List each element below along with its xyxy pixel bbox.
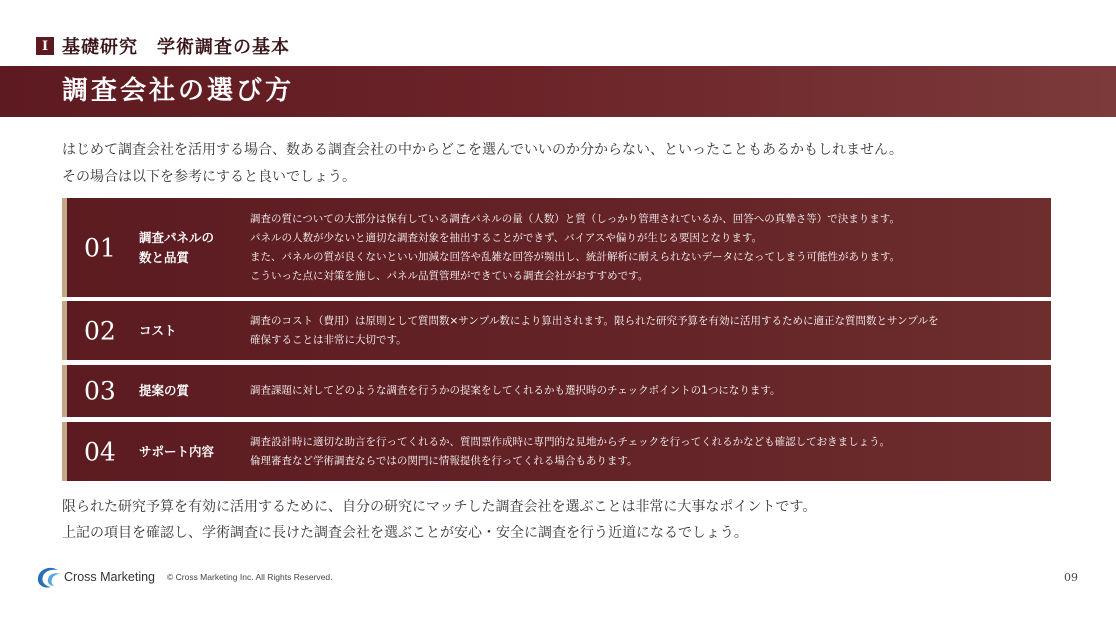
card-body-line: 調査のコスト（費用）は原則として質問数×サンプル数により算出されます。限られた研究予算を有効に活用するために適正な質問数とサンプルを — [250, 314, 939, 327]
card-label — [139, 381, 239, 401]
card-body — [250, 210, 1040, 286]
card-number: 02 — [84, 316, 116, 345]
summary-line: 限られた研究予算を有効に活用するために、自分の研究にマッチした調査会社を選ぶことは非常に大事なポイントです。 — [62, 499, 817, 515]
card-body-line: 調査課題に対してどのような調査を行うかの提案をしてくれるかも選択時のチェックポイントの1つになります。 — [250, 384, 781, 397]
page-number: 09 — [1064, 571, 1078, 584]
card-label — [139, 321, 239, 341]
section-title: 基礎研究 学術調査の基本 — [62, 37, 290, 58]
card-body — [250, 382, 1040, 401]
card-number: 04 — [84, 437, 116, 466]
footer — [36, 565, 332, 589]
section-number-badge: Ⅰ — [36, 37, 54, 55]
criteria-card-panel-quality — [62, 198, 1051, 297]
summary-line: 上記の項目を確認し、学術調査に長けた調査会社を選ぶことが安心・安全に調査を行う近道になるでしょう。 — [62, 525, 748, 541]
card-body-line: 倫理審査など学術調査ならではの関門に情報提供を行ってくれる場合もあります。 — [250, 454, 638, 467]
card-body-line: 確保することは非常に大切です。 — [250, 333, 407, 346]
card-number: 01 — [84, 233, 116, 262]
card-body — [250, 312, 1040, 350]
card-body-line: 調査の質についての大部分は保有している調査パネルの量（人数）と質（しっかり管理されているか、回答への真摯さ等）で決まります。 — [250, 212, 900, 225]
intro-line: その場合は以下を参考にすると良いでしょう。 — [62, 169, 356, 185]
card-body-line: パネルの人数が少ないと適切な調査対象を抽出することができず、バイアスや偏りが生じる要因となります。 — [250, 231, 763, 244]
card-label-line: コスト — [139, 322, 177, 338]
card-label — [139, 228, 239, 268]
copyright: © Cross Marketing Inc. All Rights Reserved. — [167, 572, 333, 582]
card-body-line: 調査設計時に適切な助言を行ってくれるか、質問票作成時に専門的な見地からチェックを行ってくれるかなども確認しておきましょう。 — [250, 435, 891, 448]
intro-text — [62, 137, 1062, 191]
card-label-line: 数と品質 — [139, 249, 190, 265]
card-label-line: 提案の質 — [139, 383, 190, 398]
card-label — [139, 442, 239, 462]
page-title: 調査会社の選び方 — [62, 76, 295, 106]
cross-marketing-logo-icon — [36, 565, 62, 589]
criteria-card-proposal-quality — [62, 365, 1051, 417]
card-body-line: こういった点に対策を施し、パネル品質管理ができている調査会社がおすすめです。 — [250, 269, 649, 282]
section-header — [36, 35, 290, 57]
logo-text: Cross Marketing — [64, 570, 155, 584]
card-label-line: サポート内容 — [139, 443, 215, 459]
intro-line: はじめて調査会社を活用する場合、数ある調査会社の中からどこを選んでいいのか分からない、といったこともあるかもしれません。 — [62, 142, 903, 158]
criteria-list — [62, 198, 1051, 481]
title-band — [0, 66, 1116, 117]
criteria-card-support — [62, 422, 1051, 481]
criteria-card-cost — [62, 301, 1051, 360]
card-label-line: 調査パネルの — [139, 229, 215, 245]
card-body-line: また、パネルの質が良くないといい加減な回答や乱雑な回答が頻出し、統計解析に耐えられないデータになってしまう可能性があります。 — [250, 250, 901, 263]
summary-text — [62, 494, 1062, 546]
card-body — [250, 433, 1040, 471]
card-number: 03 — [84, 376, 116, 406]
